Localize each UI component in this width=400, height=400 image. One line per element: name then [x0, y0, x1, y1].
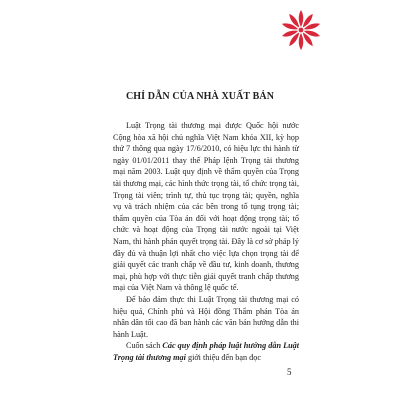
logo-center: [299, 28, 304, 33]
body-text: [113, 120, 299, 363]
paragraph: Luật Trọng tài thương mại được Quốc hội nước Cộng hòa xã hội chủ nghĩa Việt Nam khóa XII, kỳ họp thứ 7 thông qua ngày 17/6/2010, có hiệu lực thi hành từ ngày 01/01/2011 thay thế Pháp lệnh Trọng tài thương mại năm 2003. Luật quy định về thẩm quyền của Trọng tài thương mại, các hình thức trọng tài, tổ chức trọng tài, Trọng tài viên; trình tự, thủ tục trọng tài; quyền, nghĩa vụ và trách nhiệm của các bên trong tố tụng trọng tài; thẩm quyền của Tòa án đối với hoạt động trọng tài; tổ chức và hoạt động của Trọng tài nước ngoài tại Việt Nam, thi hành phán quyết trọng tài. Đây là cơ sở pháp lý đầy đủ và thuận lợi nhất cho việc lựa chọn trọng tài để giải quyết các tranh chấp về đầu tư, kinh doanh, thương mại, phù hợp với thực tiễn giải quyết tranh chấp thương mại của Việt Nam và thông lệ quốc tế.: [113, 121, 300, 293]
paragraph-lead: Cuốn sách: [126, 341, 163, 351]
page-heading: CHỈ DẪN CỦA NHÀ XUẤT BẢN: [125, 91, 275, 102]
page-number: 5: [287, 367, 292, 377]
publisher-logo-icon: [272, 8, 330, 52]
paragraph: [113, 340, 299, 363]
logo-petal: [299, 33, 304, 50]
logo-petal: [299, 10, 304, 27]
paragraph-tail: giới thiệu đến bạn đọc: [185, 352, 261, 362]
book-title: Các quy định pháp luật hướng dẫn Luật Trọng tài thương mại: [113, 341, 299, 362]
paragraph: Để bảo đảm thực thi Luật Trọng tài thương mại có hiệu quả, Chính phủ và Hội đồng Thẩm phán Tòa án nhân dân tối cao đã ban hành các văn bản hướng dẫn thi hành Luật.: [113, 294, 299, 339]
